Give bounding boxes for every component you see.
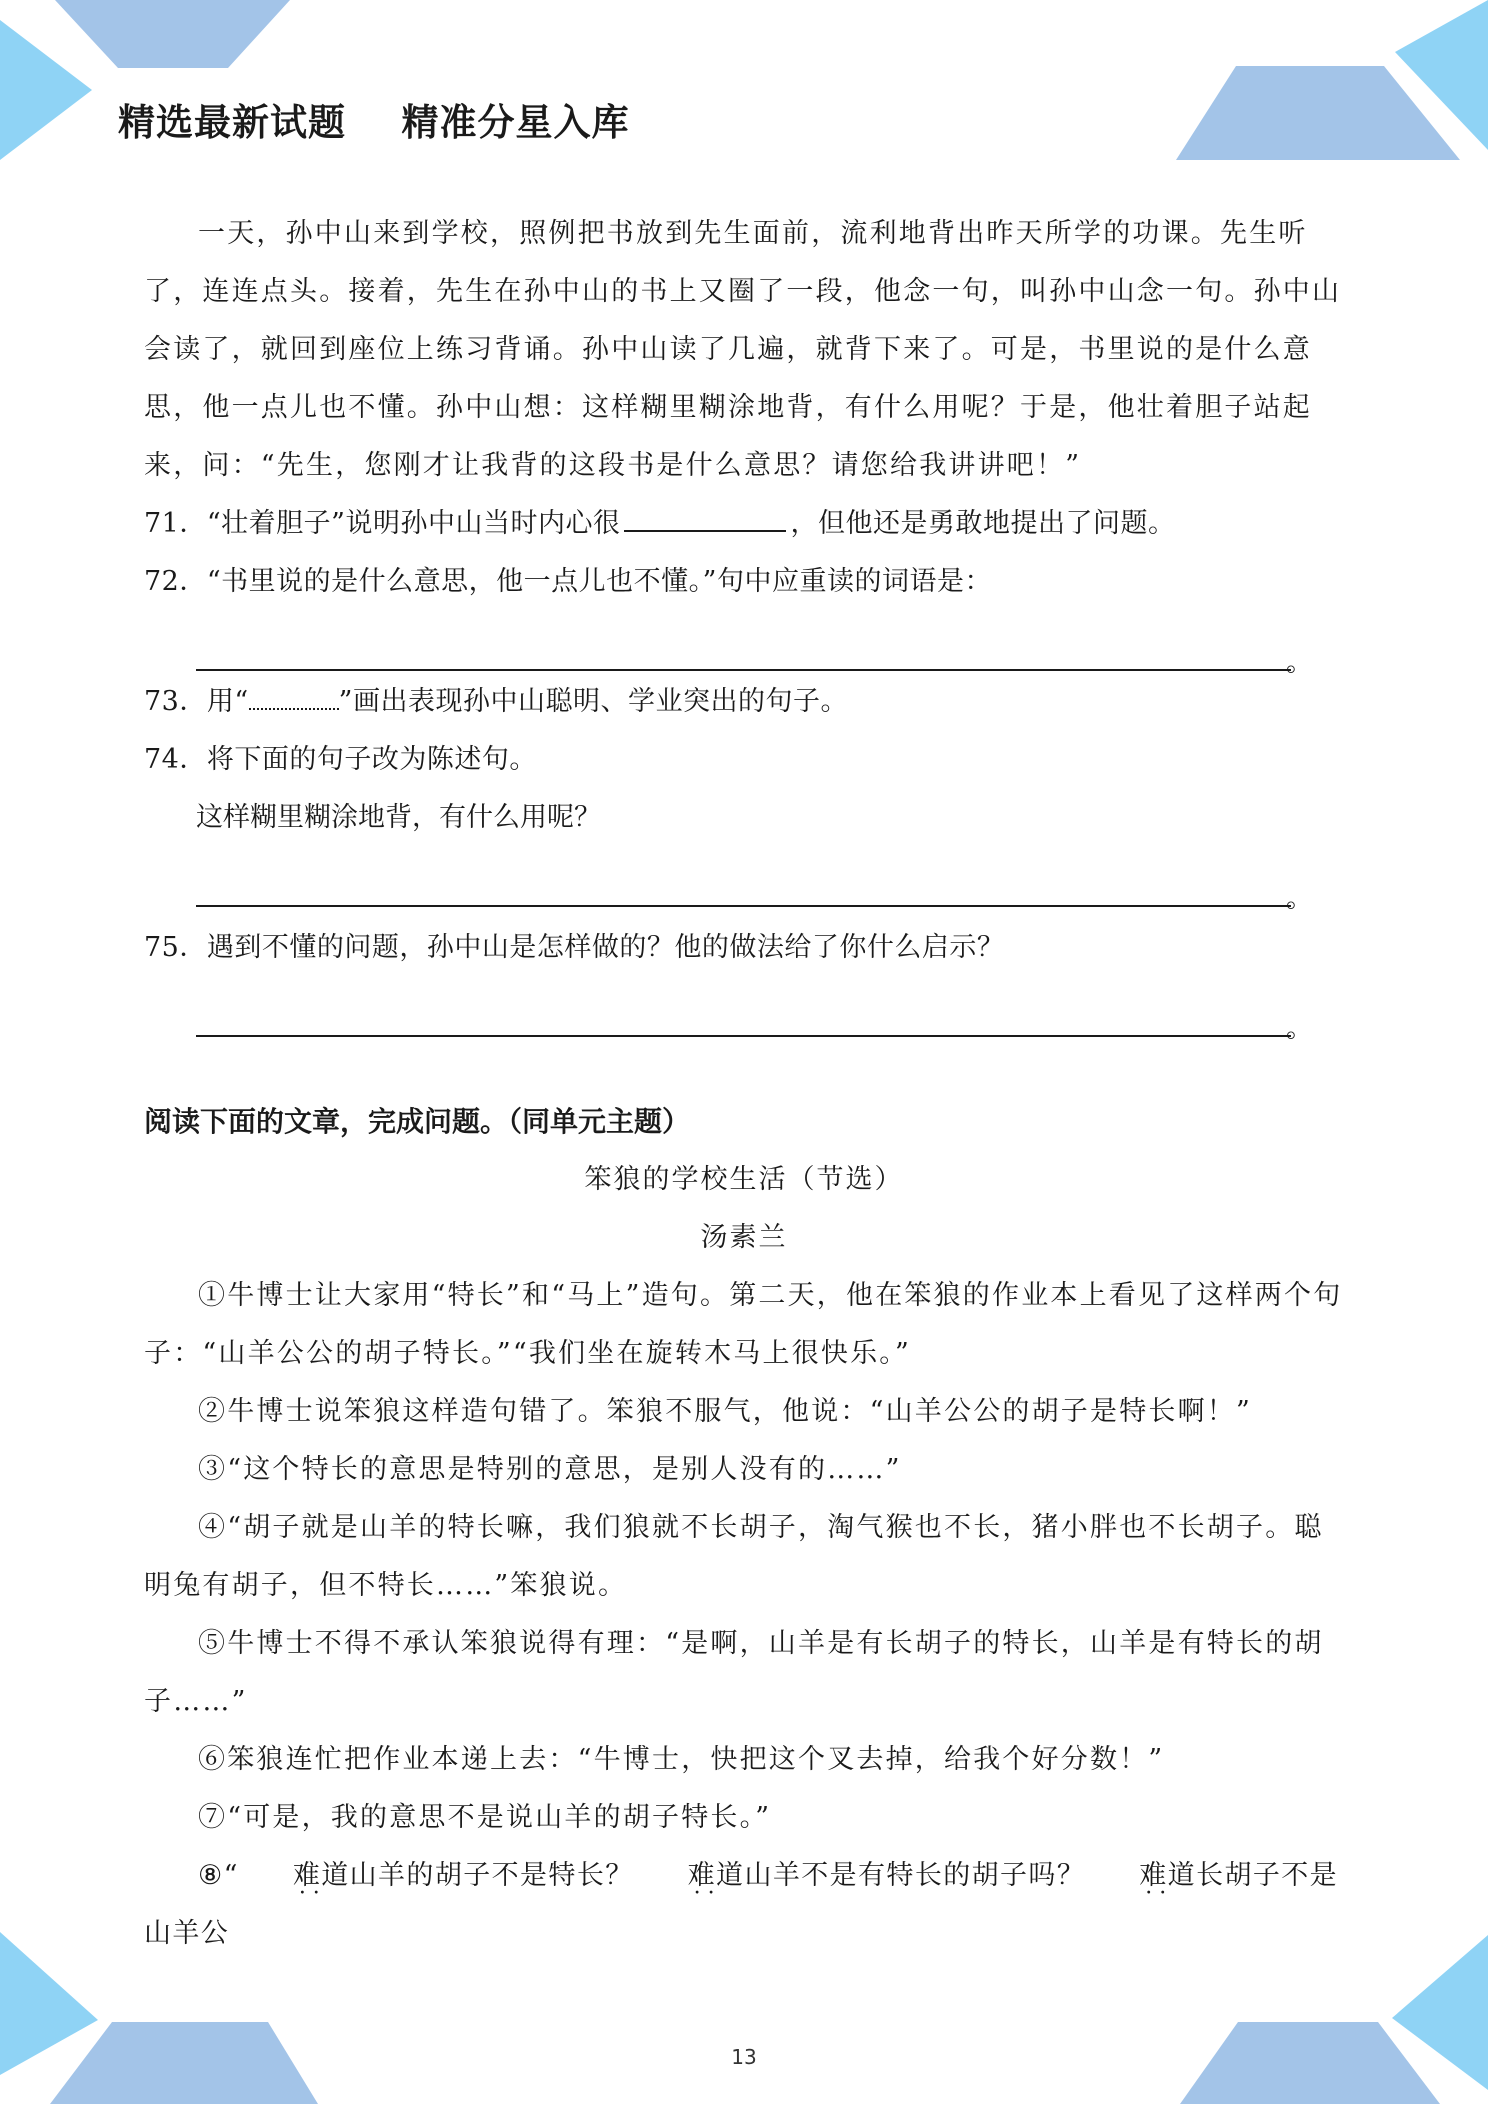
p8-emphasis-3: 难道 · · bbox=[1085, 1847, 1196, 1905]
p8-text-a: ⑧“ bbox=[198, 1860, 239, 1891]
question-71-text-b: ，但他还是勇敢地提出了问题。 bbox=[790, 508, 1176, 539]
article-paragraph-8 bbox=[144, 1847, 1344, 1963]
article-paragraph-5: ⑤牛博士不得不承认笨狼说得有理：“是啊，山羊是有长胡子的特长，山羊是有特长的胡子……” bbox=[144, 1628, 1324, 1717]
article-author: 汤素兰 bbox=[700, 1222, 788, 1253]
article-paragraph-7: ⑦“可是，我的意思不是说山羊的胡子特长。” bbox=[198, 1802, 772, 1833]
answer-line-72[interactable] bbox=[196, 625, 1313, 678]
answer-line-74[interactable] bbox=[196, 861, 1313, 914]
p8-text-c: 山羊不是有特长的胡子吗？ bbox=[744, 1860, 1086, 1891]
page-number: 13 bbox=[731, 2045, 757, 2069]
p8-emphasis-2: 难道 · · bbox=[634, 1847, 745, 1905]
deco-top-left-triangle bbox=[0, 20, 92, 160]
question-71-blank[interactable] bbox=[624, 508, 786, 532]
question-74-sentence: 这样糊里糊涂地背，有什么用呢？ bbox=[196, 802, 601, 833]
question-72: 72．“书里说的是什么意思，他一点儿也不懂。”句中应重读的词语是： bbox=[144, 566, 992, 597]
article-paragraph-3: ③“这个特长的意思是特别的意思，是别人没有的……” bbox=[198, 1454, 902, 1485]
deco-top-left-trapezoid bbox=[55, 0, 290, 68]
article-paragraph-4: ④“胡子就是山羊的特长嘛，我们狼就不长胡子，淘气猴也不长，猪小胖也不长胡子。聪明兔有胡子，但不特长……”笨狼说。 bbox=[144, 1512, 1324, 1601]
article-paragraph-1: ①牛博士让大家用“特长”和“马上”造句。第二天，他在笨狼的作业本上看见了这样两个句子：“山羊公公的胡子特长。”“我们坐在旋转木马上很快乐。” bbox=[144, 1280, 1343, 1369]
answer-line-72-period: 。 bbox=[1286, 647, 1313, 678]
section-title: 阅读下面的文章，完成问题。（同单元主题） bbox=[144, 1105, 691, 1138]
question-73 bbox=[144, 673, 1344, 731]
p8-text-d: 长胡子不是山羊公 bbox=[144, 1860, 1339, 1949]
wavy-line-mark bbox=[249, 688, 339, 710]
answer-line-75-period: 。 bbox=[1286, 1013, 1313, 1044]
question-71-text-a: 71．“壮着胆子”说明孙中山当时内心很 bbox=[144, 508, 621, 539]
question-73-text-b: ”画出表现孙中山聪明、学业突出的句子。 bbox=[338, 686, 848, 717]
answer-line-75[interactable] bbox=[196, 991, 1313, 1044]
p8-emphasis-1: 难道 · · bbox=[239, 1847, 350, 1905]
deco-top-right-trapezoid bbox=[1176, 66, 1460, 160]
question-71 bbox=[144, 495, 1344, 553]
question-75: 75．遇到不懂的问题，孙中山是怎样做的？他的做法给了你什么启示？ bbox=[144, 932, 1005, 963]
p8-text-b: 山羊的胡子不是特长？ bbox=[349, 1860, 634, 1891]
article-paragraph-6: ⑥笨狼连忙把作业本递上去：“牛博士，快把这个叉去掉，给我个好分数！” bbox=[198, 1744, 1165, 1775]
header-title: 精选最新试题 精准分星入库 bbox=[118, 101, 630, 144]
passage-paragraph: 一天，孙中山来到学校，照例把书放到先生面前，流利地背出昨天所学的功课。先生听了，连连点头。接着，先生在孙中山的书上又圈了一段，他念一句，叫孙中山念一句。孙中山会读了，就回到座位上练习背诵。孙中山读了几遍，就背下来了。可是，书里说的是什么意思，他一点儿也不懂。孙中山想：这样糊里糊涂地背，有什么用呢？于是，他壮着胆子站起来，问：“先生，您刚才让我背的这段书是什么意思？请您给我讲讲吧！” bbox=[144, 218, 1342, 481]
page-content bbox=[144, 205, 1344, 1963]
question-73-text-a: 73．用“ bbox=[144, 686, 249, 717]
article-paragraph-2: ②牛博士说笨狼这样造句错了。笨狼不服气，他说：“山羊公公的胡子是特长啊！” bbox=[198, 1396, 1253, 1427]
article-title: 笨狼的学校生活（节选） bbox=[584, 1164, 904, 1195]
question-74: 74．将下面的句子改为陈述句。 bbox=[144, 744, 537, 775]
answer-line-74-period: 。 bbox=[1286, 883, 1313, 914]
